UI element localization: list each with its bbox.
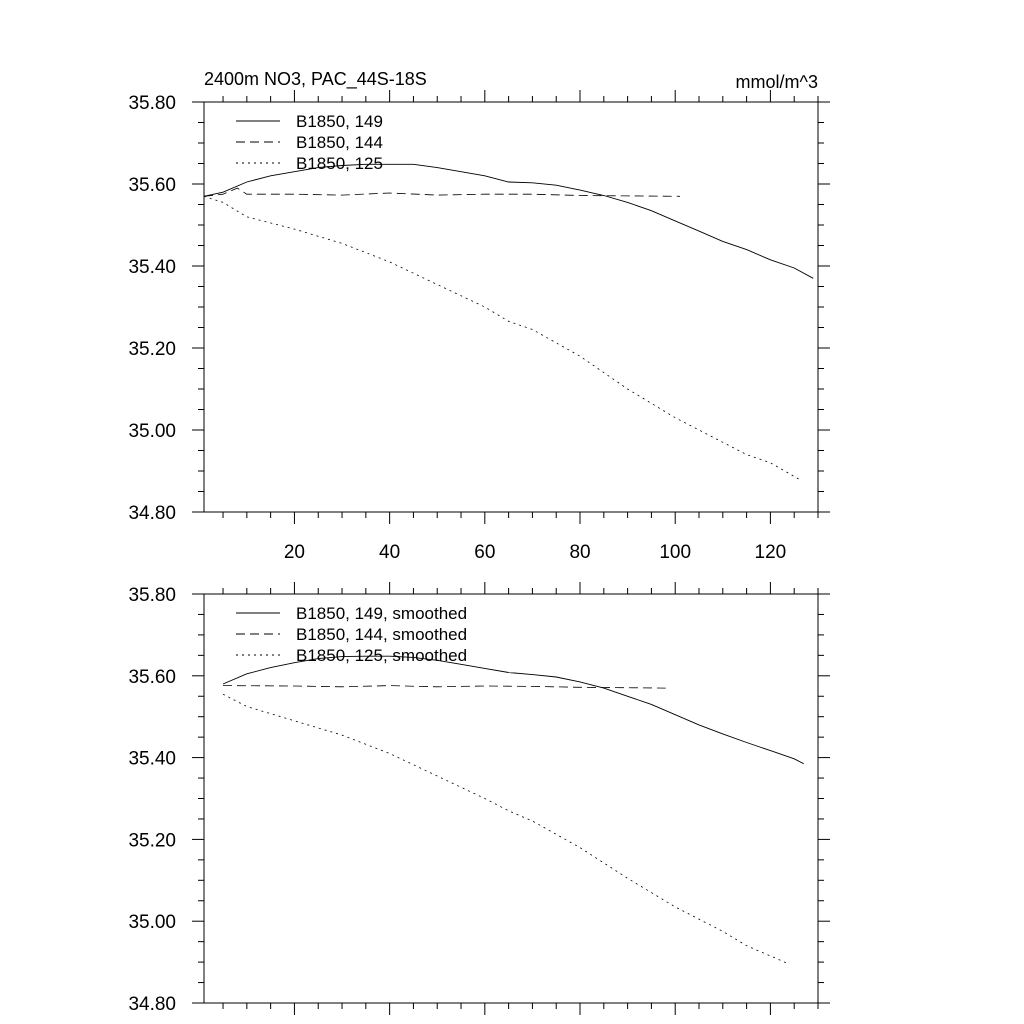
legend-label-3: B1850, 125 [296, 154, 383, 173]
series-line-1 [223, 656, 804, 764]
x-tick-label: 80 [569, 542, 591, 563]
y-tick-label: 34.80 [128, 994, 176, 1015]
legend-label-2: B1850, 144 [296, 133, 383, 152]
legend-label-1: B1850, 149, smoothed [296, 604, 468, 623]
chart-title: 2400m NO3, PAC_44S-18S [204, 69, 427, 89]
x-tick-label: 120 [754, 542, 787, 563]
y-tick-label: 35.00 [128, 912, 176, 934]
x-tick-label: 100 [659, 542, 692, 563]
y-tick-label: 34.80 [128, 503, 176, 524]
legend-label-3: B1850, 125, smoothed [296, 646, 468, 665]
y-tick-label: 35.80 [128, 585, 176, 606]
y-tick-label: 35.60 [128, 175, 176, 196]
x-tick-label: 20 [283, 542, 306, 563]
y-tick-label: 35.00 [128, 421, 176, 442]
y-tick-label: 35.80 [128, 93, 176, 114]
legend-label-2: B1850, 144, smoothed [296, 625, 468, 644]
series-line-3 [223, 694, 789, 964]
y-tick-label: 35.40 [128, 257, 176, 278]
series-line-2 [204, 188, 680, 196]
y-tick-label: 35.40 [128, 748, 176, 770]
units-label: mmol/m^3 [735, 72, 818, 92]
chart-panel-top [128, 69, 830, 563]
x-tick-label: 60 [474, 542, 496, 563]
y-tick-label: 35.20 [128, 339, 176, 360]
legend-label-1: B1850, 149 [296, 112, 383, 131]
chart-panel-bottom [128, 582, 830, 1015]
x-tick-label: 40 [379, 542, 401, 563]
y-tick-label: 35.20 [128, 830, 176, 852]
series-line-1 [204, 164, 813, 278]
y-tick-label: 35.60 [128, 666, 176, 688]
series-line-3 [204, 196, 799, 479]
